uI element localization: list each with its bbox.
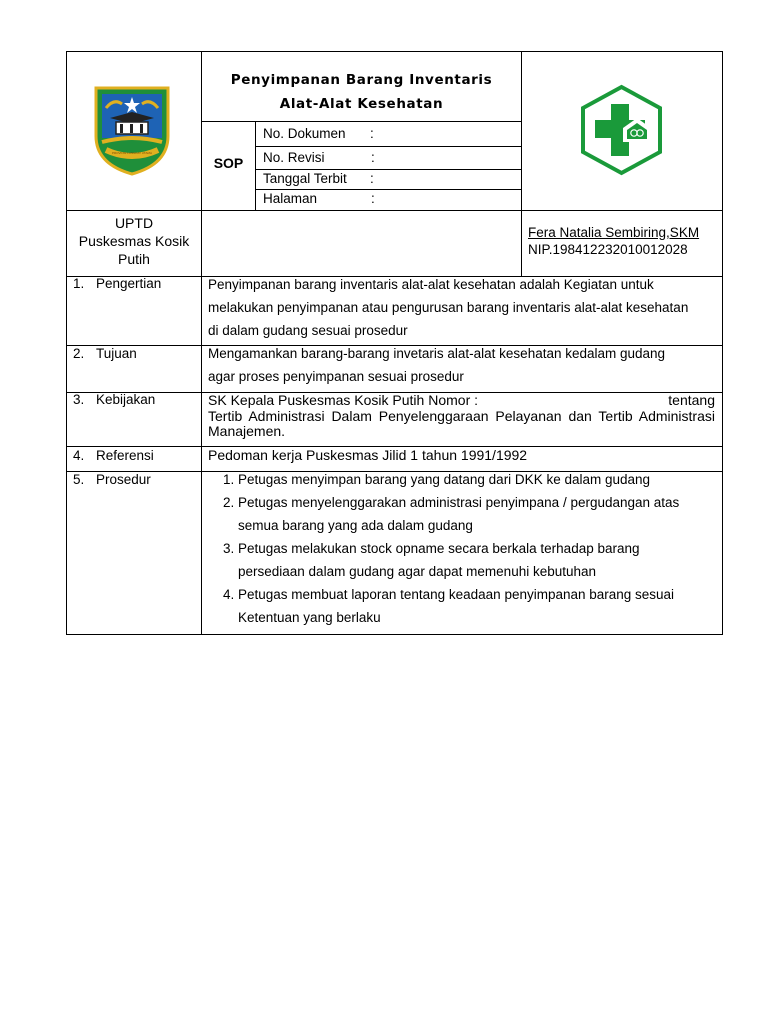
row-label: Referensi <box>96 448 154 463</box>
referensi-text: Pedoman kerja Puskesmas Jilid 1 tahun 1991/1992 <box>208 447 528 463</box>
pengertian-text <box>208 273 720 342</box>
doc-field-sep: : <box>371 150 375 165</box>
text-line: agar proses penyimpanan sesuai prosedur <box>208 369 464 384</box>
row-number: 2. <box>73 346 85 361</box>
tujuan-text <box>208 342 720 388</box>
regional-emblem-logo <box>92 84 172 176</box>
signatory-name: Fera Natalia Sembiring,SKM <box>528 225 700 240</box>
title-line-2: Alat-Alat Kesehatan <box>279 96 444 112</box>
text-line: melakukan penyimpanan atau pengurusan barang inventaris alat-alat kesehatan <box>208 300 689 315</box>
row-label: Kebijakan <box>96 392 156 407</box>
list-item: 4. Petugas membuat laporan tentang keadaan penyimpanan barang sesuai Ketentuan yang berlaku <box>238 583 706 629</box>
doc-field-label: Tanggal Terbit <box>263 171 347 186</box>
text-line: di dalam gudang sesuai prosedur <box>208 323 408 338</box>
doc-field-label: Halaman <box>263 191 318 206</box>
row-number: 4. <box>73 448 85 463</box>
prosedur-list <box>201 468 706 629</box>
row-label: Pengertian <box>96 276 162 291</box>
list-item: 3. Petugas melakukan stock opname secara berkala terhadap barang persediaan dalam gudang agar dapat memenuhi kebutuhan <box>238 537 706 583</box>
text-line: Mengamankan barang-barang invetaris alat-alat kesehatan kedalam gudang <box>208 346 666 361</box>
org-line-2: Puskesmas Kosik <box>78 233 190 249</box>
document-title <box>202 68 521 116</box>
row-label: Tujuan <box>96 346 137 361</box>
list-item: 2. Petugas menyelenggarakan administrasi penyimpana / pergudangan atas semua barang yang ada dalam gudang <box>238 491 706 537</box>
signatory <box>528 224 722 258</box>
emblem-banner-text: PROVINSI LANGKAT UTAMA <box>111 151 152 155</box>
doc-field-sep: : <box>370 171 374 186</box>
org-name <box>67 214 201 268</box>
org-line-1: UPTD <box>114 215 154 231</box>
row-number: 3. <box>73 392 85 407</box>
row-label: Prosedur <box>96 472 151 487</box>
puskesmas-logo <box>579 84 664 176</box>
doc-field-sep: : <box>370 126 374 141</box>
list-item: 1. Petugas menyimpan barang yang datang dari DKK ke dalam gudang <box>238 468 706 491</box>
kebijakan-text <box>208 393 715 440</box>
row-number: 1. <box>73 276 85 291</box>
row-number: 5. <box>73 472 85 487</box>
kebijakan-tentang: tentang <box>668 392 715 408</box>
kebijakan-line-1: SK Kepala Puskesmas Kosik Putih Nomor : <box>208 392 479 408</box>
doc-field-sep: : <box>371 191 375 206</box>
org-line-3: Putih <box>118 251 150 267</box>
title-line-1: Penyimpanan Barang Inventaris <box>230 72 493 88</box>
doc-field-label: No. Dokumen <box>263 126 346 141</box>
sop-label: SOP <box>213 155 244 171</box>
signatory-nip: NIP.198412232010012028 <box>528 242 688 257</box>
kebijakan-rest: Tertib Administrasi Dalam Penyelenggaraan Pelayanan dan Tertib Administrasi Manajemen. <box>208 407 715 439</box>
doc-field-label: No. Revisi <box>263 150 325 165</box>
text-line: Penyimpanan barang inventaris alat-alat kesehatan adalah Kegiatan untuk <box>208 277 654 292</box>
